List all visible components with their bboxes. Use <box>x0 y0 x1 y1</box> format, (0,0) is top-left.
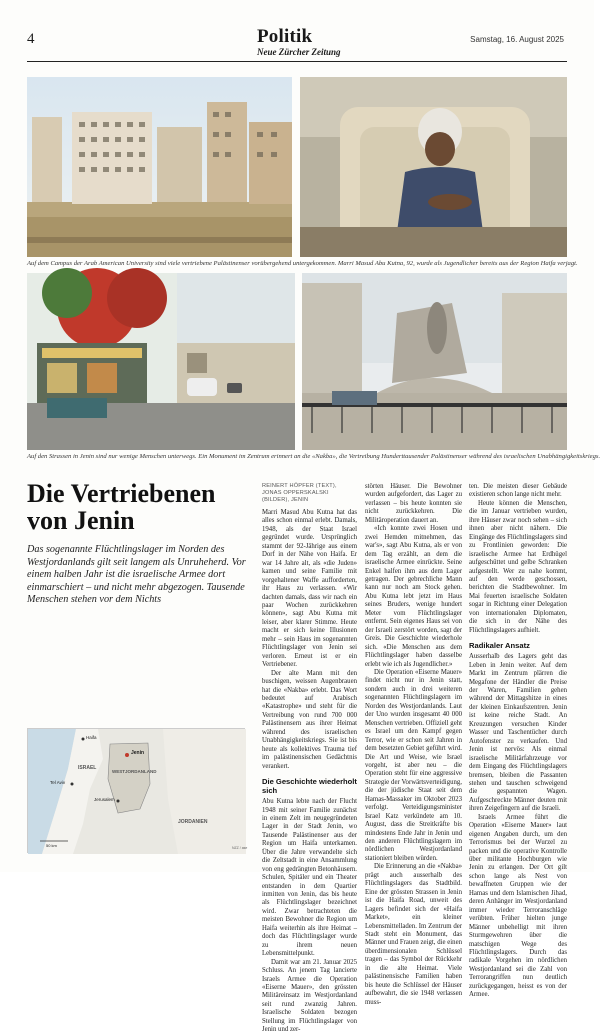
map-label-jenin: Jenin <box>131 750 145 756</box>
photo-campus <box>27 77 292 257</box>
photo-old-man <box>300 77 567 257</box>
article-column-3 <box>469 483 567 1000</box>
article-headline: Die Vertriebenen von Jenin <box>27 479 216 535</box>
paragraph: störten Häuser. Die Bewohner wurden aufgefordert, das Lager zu verlassen – bis heute konnten sie nicht zurückkehren. Die Militäroperation dauert an. <box>365 483 462 524</box>
map-label-jerusalem: Jerusalem <box>94 797 115 802</box>
article-column-2 <box>365 483 462 1007</box>
map-label-tel-aviv: Tel Aviv <box>50 780 66 785</box>
subheading: Radikaler Ansatz <box>469 641 530 651</box>
map-label-haifa: Haifa <box>86 735 97 740</box>
paragraph: Ausserhalb des Lagers geht das Leben in Jenin weiter. Auf dem Markt im Zentrum plärren die Megafone der Händler die Preise der Waren, Familien gehen während der Mittagshitze in eines der kleinen Einkaufszentren. Jenin ist keine reiche Stadt. An Kreuzungen versuchen Kinder Wasser und Taschentücher durch Autofenster zu verkaufen. Und Jenin ist nervös: Als einmal israelische Militärfahrzeuge vor dem Eingang des Flüchtlingslagers bremsen, bleiben die Passanten stehen und tauschen schweigend die gespannten Wagen. Aufgeschreckte Männer deuten mit ihren Zeigefingern auf die Israeli. <box>469 653 567 813</box>
paragraph: Marri Masud Abu Kutna hat das alles schon einmal erlebt. Damals, 1948, als der Staat Israel gegründet wurde. Ursprünglich stammt der 92-Jährige aus einem Dorf in der Nähe von Haifa. Er war 14 Jahre alt, als «die Juden» kamen und seine Familie mit vorgehaltener Waffe aufforderten, ihr Haus zu verlassen. «Wir dachten damals, dass wir nach ein paar Wochen zurückkehren können», sagt Abu Kutna mit leiser, aber klarer Stimme. Heute macht er sich keine Illusionen mehr – sein Haus im sogenannten Flüchtlingslager von Jenin sei verloren. Erneut ist er ein Vertriebener. <box>262 509 357 669</box>
paragraph: Damit war am 21. Januar 2025 Schluss. An jenem Tag lancierte Israels Armee die Operation «Eiserne Mauer», den grössten Militäreinsatz im Westjordanland seit rund zwanzig Jahren. Israelische Soldaten bezogen Stellung im Flüchtlingslager von Jenin und zer- <box>262 958 357 1034</box>
paragraph: «Ich konnte zwei Hosen und zwei Hemden mitnehmen, das war's», sagt Abu Kutna, als er von dem Tag erzählt, an dem die israelische Armee einrückte. Seine Enkel halfen ihm aus dem Lager getragen. Der gebrechliche Mann kann nur noch am Stock gehen. Abu Kutna lebt jetzt im Haus seines Bruders, wenige hundert Meter vom Flüchtlingslager entfernt. Sein eigenes Haus sei von der Israeli zerstört worden, sagt der Greis. Die Geschichte wiederhole sich. «Die Menschen aus dem Flüchtlingslager haben dasselbe erlebt wie ich als Jugendlicher.» <box>365 525 462 668</box>
byline <box>262 483 357 504</box>
subheading: Die Geschichte wiederholt sich <box>262 777 357 796</box>
paragraph: Die Operation «Eiserne Mauer» findet nicht nur in Jenin statt, sondern auch in drei weiteren sogenannten Flüchtlingslagern im Norden des Westjordanlands. Laut der Uno wurden insgesamt 40 000 Menschen vertrieben. Offiziell geht es Israel um den Kampf gegen Terror, wie er schon seit Jahren in dem besetzten Gebiet geführt wird. Die Art und Weise, wie Israel vorgeht, ist aber neu – die Operation steht für eine aggressive Strategie der Vorwärtsverteidigung, die der jüdische Staat seit dem Hamas-Massaker im Oktober 2023 verfolgt. Verteidigungsminister Israel Katz verkündete am 10. August, dass die Streitkräfte bis mindestens Ende Jahr in Jenin und den anderen Flüchtlingslagern im nördlichen Westjordanland stationiert bleiben würden. <box>365 668 462 862</box>
article-lede: Das sogenannte Flüchtlingslager im Norden des Westjordanlands gilt seit langem als Unruheherd. Vor einem halben Jahr ist die israelische Armee dort einmarschiert – und nicht mehr abgezogen. Tausende Menschen stehen vor dem Nichts <box>27 544 246 606</box>
issue-date: Samstag, 16. August 2025 <box>470 35 564 44</box>
paragraph: ten. Die meisten dieser Gebäude existieren schon lange nicht mehr. <box>469 483 567 499</box>
map-label-jordanien: JORDANIEN <box>178 819 208 825</box>
caption-top: Auf dem Campus der Arab American University sind viele vertriebene Palästinenser vorübergehend untergekommen. Marri Masud Abu Kutna, 92, wurde als Jugendlicher bereits aus der Region Haifa verjagt. <box>27 260 578 267</box>
map-label-israel: ISRAEL <box>78 765 97 771</box>
region-map <box>27 728 248 853</box>
paragraph: Abu Kutna lebte nach der Flucht 1948 mit seiner Familie zunächst in einem Zelt im neugegründeten Lager in der Stadt Jenin, wo Tausende Palästinenser aus der Region um Haifa unterkamen. Über die Jahre verwandelte sich die Zeltstadt in eine Ansammlung von eng gedrängten Betonhäusern. Schulen, Spitäler und ein Theater entstanden in dem Quartier inmitten von Jenin, das bis heute als Flüchtlingslager bezeichnet wird. Zwar betrachteten die meisten Bewohner die Region um Haifa weiterhin als ihre Heimat – doch das Flüchtlingslager wurde zu ihrem neuen Lebensmittelpunkt. <box>262 798 357 958</box>
map-scale: 50 km <box>46 843 57 848</box>
byline-photographer: JONAS OPPERSKALSKI (BILDER), JENIN <box>262 490 329 503</box>
map-credit: NZZ / ase <box>232 846 248 850</box>
newspaper-name: Neue Zürcher Zeitung <box>257 47 341 57</box>
header-rule <box>27 61 567 62</box>
article-column-1 <box>262 483 357 1035</box>
paragraph: Der alte Mann mit den buschigen, weissen Augenbrauen hat die «Nakba» erlebt. Das Wort bedeutet auf Arabisch «Katastrophe» und steht für die Vertreibung von rund 700 000 Palästinensern aus ihrer Heimat während des israelischen Unabhängigkeitskriegs. Sie ist bis heute als kollektives Trauma tief im palästinensischen Gedächtnis verankert. <box>262 669 357 770</box>
page-number: 4 <box>27 31 35 47</box>
photo-street <box>27 273 295 450</box>
byline-author: REINERT HÖPFER (TEXT), <box>262 483 337 489</box>
map-label-westjordanland: WESTJORDANLAND <box>112 769 157 774</box>
caption-middle: Auf den Strassen in Jenin sind nur wenige Menschen unterwegs. Ein Monument im Zentrum erinnert an die «Nakba», die Vertreibung Hunderttausender Palästinenser während des israelischen Unabhängigkeitskriegs. <box>27 453 600 460</box>
section-title: Politik <box>257 26 313 47</box>
photo-monument <box>302 273 567 450</box>
paragraph: Heute können die Menschen, die im Januar vertrieben wurden, ihre Häuser zwar noch sehen – sich ihnen aber nicht nähern. Die Eingänge des Flüchtlingslagers sind zu Frontlinien geworden: Die israelische Armee hat Erdhügel aufgeschüttet und gelbe Schranken aufgestellt. Wer zu nahe kommt, auf den werde geschossen, berichten die Stadtbewohner. Im Mai feuerten israelische Soldaten sogar in Richtung einer Delegation von internationalen Diplomaten, die sich in der Nähe des Flüchtlingslagers aufhielt. <box>469 499 567 634</box>
paragraph: Die Erinnerung an die «Nakba» prägt auch ausserhalb des Flüchtlingslagers das Stadtbild. Eine der grössten Strassen in Jenin ist die Haifa Road, unweit des Lagers befindet sich der «Haifa Market», ein kleiner Lebensmittelladen. Im Zentrum der Stadt steht ein Monument, das Männer und Frauen zeigt, die einen überdimensionalen Schlüssel tragen – das Symbol der Rückkehr in die alte Heimat. Viele palästinensische Familien haben bis heute die Schlüssel der Häuser aufbewahrt, die sie 1948 verlassen muss- <box>365 863 462 1006</box>
paragraph: Israels Armee führt die Operation «Eiserne Mauer» laut eigenen Angaben durch, um den Terrorismus bei der Wurzel zu packen und die operative Kontrolle über militante Hochburgen wie Jenin zu erlangen. Der Ort gilt schon lange als Nest von bewaffneten Gruppen wie der Hamas und dem Islamischen Jihad, deren Anhänger im Westjordanland immer wieder Terroranschläge verübten. Früher hielten junge Männer unbehelligt mit ihren Sturmgewehren über die matschigen Wege des Flüchtlingslagers. Durch das radikale Vorgehen im nördlichen Westjordanland sei die Zahl von Terrorangriffen nun deutlich zurückgegangen, heisst es von der Armee. <box>469 813 567 999</box>
